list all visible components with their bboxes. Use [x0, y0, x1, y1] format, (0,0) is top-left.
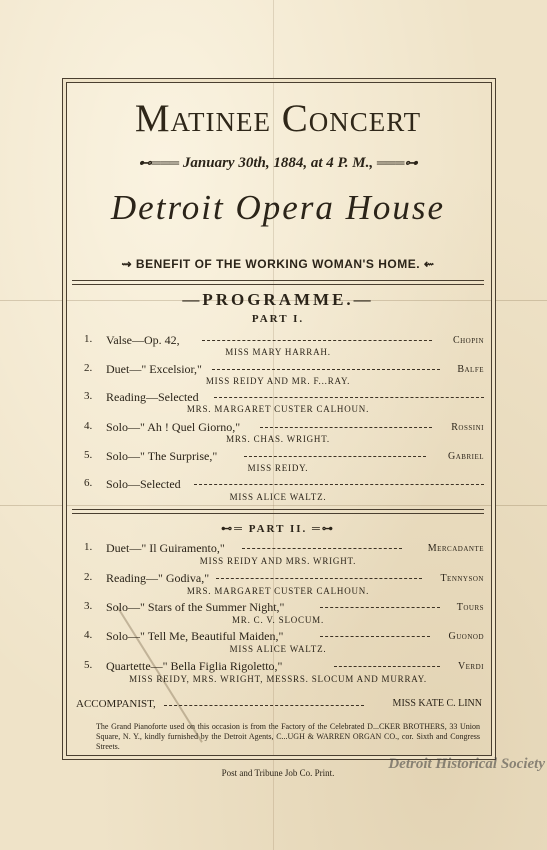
- item-number: 6.: [84, 477, 93, 489]
- item-number: 4.: [84, 629, 93, 641]
- item-composer: Tennyson: [440, 573, 484, 584]
- accompanist-label: ACCOMPANIST,: [76, 698, 156, 710]
- item-piece: Quartette—" Bella Figlia Rigoletto,": [106, 659, 283, 673]
- item-composer: Guonod: [448, 631, 484, 642]
- item-performers: MR. C. V. SLOCUM.: [231, 615, 325, 625]
- item-composer: Chopin: [452, 335, 484, 346]
- dot-leader: [194, 484, 484, 485]
- dot-leader: [212, 369, 440, 370]
- concert-date: [62, 155, 494, 172]
- item-number: 4.: [84, 420, 93, 432]
- dot-leader: [216, 578, 422, 579]
- divider: [72, 284, 484, 285]
- item-composer: Mercadante: [427, 543, 484, 554]
- item-composer: Rossini: [451, 422, 484, 433]
- item-performers: MRS. MARGARET CUSTER CALHOUN.: [186, 404, 370, 414]
- programme-item: [84, 659, 484, 673]
- dot-leader: [244, 456, 426, 457]
- item-piece: Solo—" Stars of the Summer Night,": [106, 600, 285, 614]
- programme-border: [62, 78, 496, 760]
- programme-heading: —PROGRAMME.—: [182, 290, 374, 309]
- programme-item: [84, 449, 484, 463]
- item-piece: Duet—" Excelsior,": [106, 362, 202, 376]
- item-number: 1.: [84, 333, 93, 345]
- item-number: 3.: [84, 600, 93, 612]
- item-piece: Valse—Op. 42,: [106, 333, 180, 347]
- ornament-right-icon: ═⊶: [307, 523, 335, 535]
- item-performers: MRS. MARGARET CUSTER CALHOUN.: [186, 586, 370, 596]
- concert-title: Matinee Concert: [134, 97, 422, 140]
- venue-name: Detroit Opera House: [110, 188, 446, 227]
- item-performers: MISS REIDY AND MRS. WRIGHT.: [199, 556, 357, 566]
- item-composer: Verdi: [457, 661, 484, 672]
- item-performers: MISS ALICE WALTZ.: [229, 492, 327, 502]
- item-performers: MRS. CHAS. WRIGHT.: [226, 434, 330, 444]
- item-performers: MISS MARY HARRAH.: [225, 347, 331, 357]
- item-number: 5.: [84, 449, 93, 461]
- dot-leader: [214, 397, 484, 398]
- benefit-text: BENEFIT OF THE WORKING WOMAN'S HOME.: [135, 257, 421, 271]
- dot-leader: [334, 666, 440, 667]
- item-composer: Tours: [456, 602, 484, 613]
- item-piece: Solo—" Tell Me, Beautiful Maiden,": [106, 629, 284, 643]
- item-performers: MISS REIDY.: [247, 463, 309, 473]
- item-performers: MISS REIDY AND MR. F...RAY.: [205, 376, 351, 386]
- item-piece: Reading—" Godiva,": [106, 571, 210, 585]
- benefit-line: [62, 257, 494, 271]
- dot-leader: [260, 427, 432, 428]
- programme-item: [84, 362, 484, 376]
- arrow-ornament-icon: ⇜: [420, 257, 435, 271]
- item-piece: Solo—Selected: [106, 477, 181, 491]
- accompanist-row: [76, 698, 482, 712]
- item-piece: Reading—Selected: [106, 390, 199, 404]
- piano-footnote: The Grand Pianoforte used on this occasion is from the Factory of the Celebrated D...CKER BROTHERS, 33 Union Square, N. Y., kindly furnished by the Detroit Agents, C...UGH & WARREN ORGAN CO., cor. Sixth and Congress Streets.: [96, 722, 480, 751]
- part-two-heading: [62, 522, 494, 535]
- ornament-left-icon: ⊷═══: [138, 155, 180, 170]
- programme-item: [84, 571, 484, 585]
- ornament-right-icon: ═══⊶: [376, 155, 418, 170]
- programme-item: [84, 333, 484, 347]
- item-number: 1.: [84, 541, 93, 553]
- dot-leader: [320, 636, 430, 637]
- programme-item: [84, 629, 484, 643]
- programme-item: [84, 390, 484, 404]
- item-piece: Solo—" Ah ! Quel Giorno,": [106, 420, 241, 434]
- item-piece: Duet—" Il Guiramento,": [106, 541, 225, 555]
- dot-leader: [242, 548, 402, 549]
- programme-item: [84, 477, 484, 491]
- programme-item: [84, 420, 484, 434]
- date-text: January 30th, 1884, at 4 P. M.,: [182, 155, 374, 171]
- printer-imprint: Post and Tribune Job Co. Print.: [221, 768, 335, 778]
- item-number: 3.: [84, 390, 93, 402]
- ornament-left-icon: ⊷═: [221, 523, 249, 535]
- programme-item: [84, 600, 484, 614]
- divider: [72, 280, 484, 281]
- item-number: 2.: [84, 362, 93, 374]
- programme-text: PROGRAMME.: [202, 290, 354, 309]
- part-one-heading: PART I.: [251, 313, 305, 325]
- item-composer: Balfe: [457, 364, 484, 375]
- item-composer: Gabriel: [448, 451, 484, 462]
- divider: [72, 509, 484, 510]
- dot-leader: [202, 340, 432, 341]
- arrow-ornament-icon: ⇝: [121, 257, 136, 271]
- archive-watermark: Detroit Historical Society: [388, 756, 545, 772]
- dot-leader: [164, 705, 364, 706]
- item-number: 2.: [84, 571, 93, 583]
- part-two-text: PART II.: [248, 523, 308, 535]
- item-performers: MISS ALICE WALTZ.: [229, 644, 327, 654]
- item-piece: Solo—" The Surprise,": [106, 449, 218, 463]
- divider: [72, 513, 484, 514]
- dot-leader: [320, 607, 440, 608]
- item-performers: MISS REIDY, MRS. WRIGHT, MESSRS. SLOCUM AND MURRAY.: [129, 674, 427, 684]
- item-number: 5.: [84, 659, 93, 671]
- programme-item: [84, 541, 484, 555]
- accompanist-name: MISS KATE C. LINN: [392, 698, 482, 709]
